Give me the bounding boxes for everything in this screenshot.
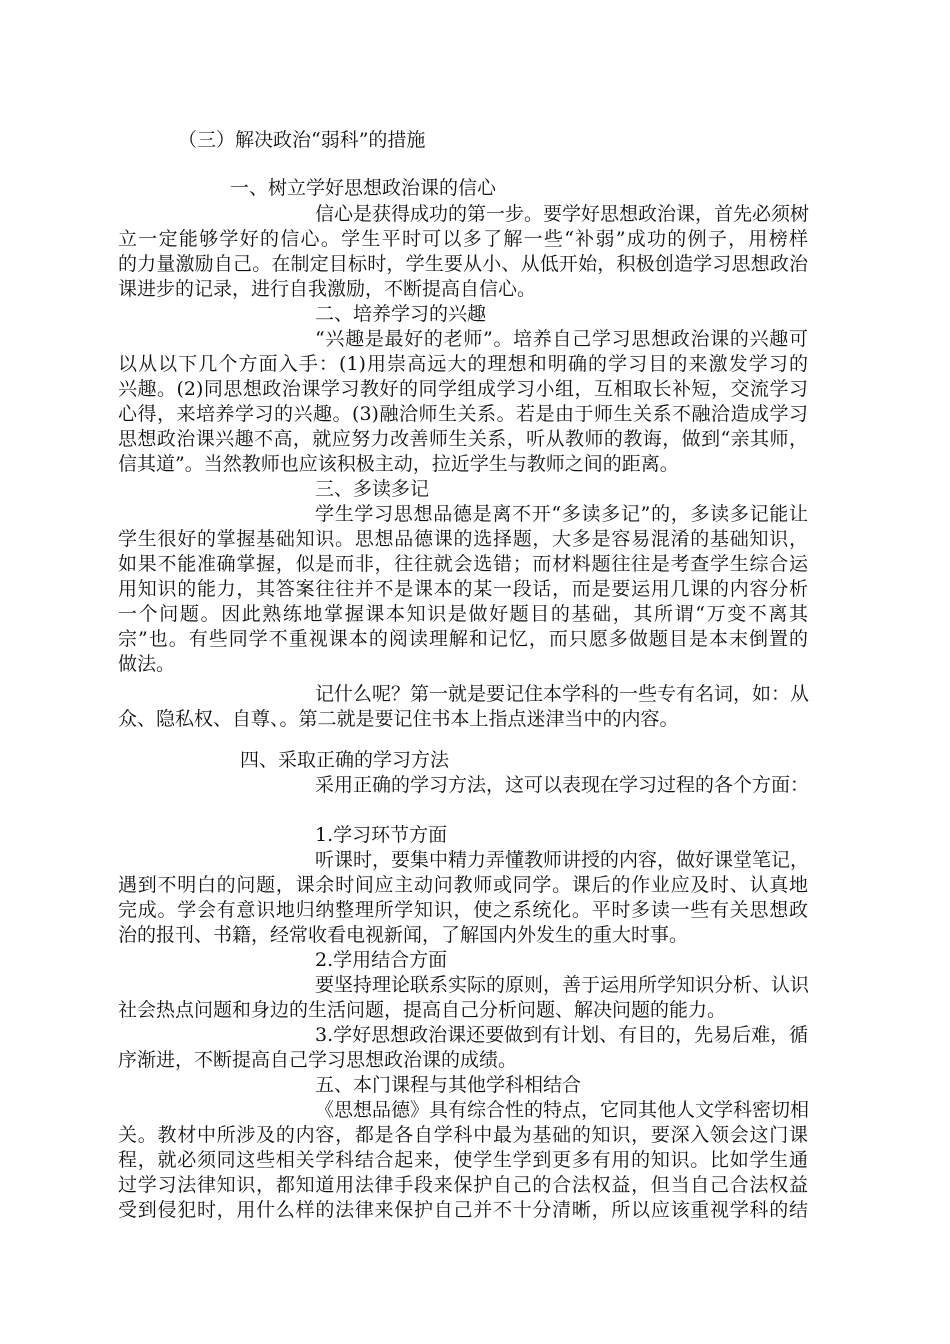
- paragraph-9-line: 过学习法律知识，都知道用法律手段来保护自己的合法权益，但当自己合法权益: [118, 1174, 808, 1196]
- paragraph-3-line: 一个问题。因此熟练地掌握课本知识是做好题目的基础，其所谓“万变不离其: [118, 603, 808, 625]
- paragraph-1-line: 信心是获得成功的第一步。要学好思想政治课，首先必须树: [315, 203, 810, 225]
- paragraph-2-line: 信其道”。当然教师也应该积极主动，拉近学生与教师之间的距离。: [118, 453, 679, 475]
- paragraph-2-line: “兴趣是最好的老师”。培养自己学习思想政治课的兴趣可: [315, 328, 808, 350]
- paragraph-2-line: 以从以下几个方面入手：(1)用崇高远大的理想和明确的学习目的来激发学习的: [118, 353, 808, 375]
- paragraph-4-line: 记什么呢？第一就是要记住本学科的一些专有名词，如：从: [315, 683, 810, 705]
- paragraph-8-line: 序渐进，不断提高自己学习思想政治课的成绩。: [118, 1049, 518, 1071]
- heading-7: 五、本门课程与其他学科相结合: [315, 1074, 582, 1096]
- paragraph-2-line: 思想政治课兴趣不高，就应努力改善师生关系，听从教师的教诲，做到“亲其师，: [118, 428, 808, 450]
- paragraph-3-line: 做法。: [118, 653, 176, 675]
- paragraph-6-line: 治的报刊、书籍，经常收看电视新闻，了解国内外发生的重大时事。: [118, 924, 689, 946]
- paragraph-7-line: 要坚持理论联系实际的原则，善于运用所学知识分析、认识: [315, 974, 810, 996]
- paragraph-6-line: 听课时，要集中精力弄懂教师讲授的内容，做好课堂笔记，: [315, 849, 810, 871]
- paragraph-6-line: 遇到不明白的问题，课余时间应主动问教师或同学。课后的作业应及时、认真地: [118, 874, 808, 896]
- paragraph-2-line: 兴趣。(2)同思想政治课学习教好的同学组成学习小组，互相取长补短，交流学习: [118, 378, 808, 400]
- heading-2: 二、培养学习的兴趣: [315, 303, 487, 325]
- paragraph-9-line: 受到侵犯时，用什么样的法律来保护自己并不十分清晰，所以应该重视学科的结: [118, 1199, 808, 1221]
- paragraph-9-line: 程，就必须同这些相关学科结合起来，使学生学到更多有用的知识。比如学生通: [118, 1149, 808, 1171]
- paragraph-3-line: 学生学习思想品德是离不开“多读多记”的，多读多记能让: [315, 503, 808, 525]
- section-title: （三）解决政治“弱科”的措施: [178, 129, 426, 151]
- paragraph-3-line: 用知识的能力，其答案往往并不是课本的某一段话，而是要运用几课的内容分析: [118, 578, 808, 600]
- paragraph-1-line: 立一定能够学好的信心。学生平时可以多了解一些“补弱”成功的例子，用榜样: [118, 228, 808, 250]
- paragraph-3-line: 学生很好的掌握基础知识。思想品德课的选择题，大多是容易混淆的基础知识，: [118, 528, 808, 550]
- paragraph-1-line: 的力量激励自己。在制定目标时，学生要从小、从低开始，积极创造学习思想政治: [118, 253, 808, 275]
- paragraph-9-line: 关。教材中所涉及的内容，都是各自学科中最为基础的知识，要深入领会这门课: [118, 1124, 808, 1146]
- paragraph-4-line: 众、隐私权、自尊、。第二就是要记住书本上指点迷津当中的内容。: [118, 708, 679, 730]
- paragraph-6-line: 完成。学会有意识地归纳整理所学知识，使之系统化。平时多读一些有关思想政: [118, 899, 808, 921]
- paragraph-2-line: 心得，来培养学习的兴趣。(3)融洽师生关系。若是由于师生关系不融洽造成学习: [118, 403, 808, 425]
- paragraph-8-line: 3.学好思想政治课还要做到有计划、有目的，先易后难，循: [315, 1024, 809, 1046]
- paragraph-3-line: 宗”也。有些同学不重视课本的阅读理解和记忆，而只愿多做题目是本末倒置的: [118, 628, 808, 650]
- paragraph-9-line: 《思想品德》具有综合性的特点，它同其他人文学科密切相: [315, 1099, 810, 1121]
- paragraph-1-line: 课进步的记录，进行自我激励，不断提高自信心。: [118, 278, 537, 300]
- heading-3: 三、多读多记: [315, 478, 430, 500]
- heading-1: 一、树立学好思想政治课的信心: [230, 177, 497, 199]
- heading-5: 1.学习环节方面: [315, 824, 448, 846]
- paragraph-5: 采用正确的学习方法，这可以表现在学习过程的各个方面：: [315, 774, 810, 796]
- paragraph-7-line: 社会热点问题和身边的生活问题，提高自己分析问题、解决问题的能力。: [118, 999, 727, 1021]
- paragraph-3-line: 如果不能准确掌握，似是而非，往往就会选错；而材料题往往是考查学生综合运: [118, 553, 808, 575]
- heading-4: 四、采取正确的学习方法: [240, 749, 450, 771]
- heading-6: 2.学用结合方面: [315, 949, 448, 971]
